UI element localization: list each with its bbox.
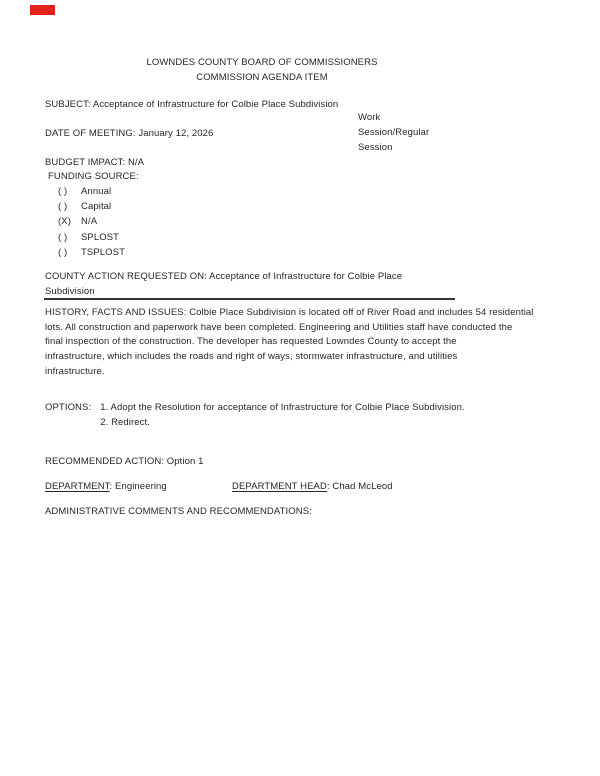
option-item-1: 1. Adopt the Resolution for acceptance of Infrastructure for Colbie Place Subdivision. [100,402,465,413]
funding-option-na [58,214,125,229]
horizontal-rule [44,298,455,300]
recommended-action-line: RECOMMENDED ACTION: Option 1 [45,456,204,467]
department-head-field [232,479,393,494]
session-line-1: Work [358,112,381,123]
session-line-3: Session [358,142,393,153]
funding-option-label: TSPLOST [81,246,125,258]
checkbox-mark-checked: (X) [58,216,71,228]
county-action-line-1: COUNTY ACTION REQUESTED ON: Acceptance of Infrastructure for Colbie Place [45,271,403,282]
history-facts-issues-block [45,306,534,380]
session-line-2: Session/Regular [358,127,430,138]
county-action-line-2: Subdivision [45,286,95,298]
funding-option-capital [58,199,125,214]
administrative-comments-line: ADMINISTRATIVE COMMENTS AND RECOMMENDATIONS: [45,506,312,517]
history-line-4: infrastructure, which includes the roads and right of ways, stormwater infrastructure, and utilities [45,351,458,363]
document-header [44,55,480,85]
funding-option-splost [58,230,125,245]
budget-impact-line: BUDGET IMPACT: N/A [45,157,145,168]
checkbox-mark: ( ) [58,231,68,243]
subject-line: SUBJECT: Acceptance of Infrastructure for Colbie Place Subdivision [45,99,339,110]
history-line-3: final inspection of the construction. The developer has requested Lowndes County to accept the [45,336,457,348]
department-head-value: : Chad McLeod [326,481,393,492]
checkbox-mark: ( ) [58,246,68,258]
header-line-1: LOWNDES COUNTY BOARD OF COMMISSIONERS [146,57,378,68]
checkbox-mark: ( ) [58,186,68,197]
county-action-block [45,269,402,299]
history-line-1: HISTORY, FACTS AND ISSUES: Colbie Place Subdivision is located off of River Road and includes 54 residential [45,307,534,318]
header-line-2: COMMISSION AGENDA ITEM [196,72,328,83]
history-line-5: infrastructure. [45,365,105,377]
red-corner-mark [30,5,55,15]
funding-option-annual [58,184,125,199]
checkbox-mark: ( ) [58,201,68,213]
date-of-meeting-line: DATE OF MEETING: January 12, 2026 [45,128,214,139]
funding-source-label: FUNDING SOURCE: [48,171,139,182]
session-type-block [358,110,458,155]
history-line-2: lots. All construction and paperwork have been completed. Engineering and Utilities staff have conducted the [45,321,513,333]
funding-option-label: Capital [81,201,112,213]
funding-source-list [58,184,125,260]
options-block [45,400,465,430]
funding-option-tsplost [58,245,125,260]
options-label: OPTIONS: [45,402,92,413]
department-field [45,481,167,492]
funding-option-label: Annual [81,186,112,197]
department-label: DEPARTMENT [45,481,110,492]
department-value: : Engineering [109,481,167,492]
funding-option-label: SPLOST [81,231,120,243]
option-item-2: 2. Redirect. [100,417,150,428]
department-head-label: DEPARTMENT HEAD [232,481,327,492]
options-items [100,400,465,430]
department-row [45,479,545,494]
funding-option-label: N/A [81,216,98,228]
